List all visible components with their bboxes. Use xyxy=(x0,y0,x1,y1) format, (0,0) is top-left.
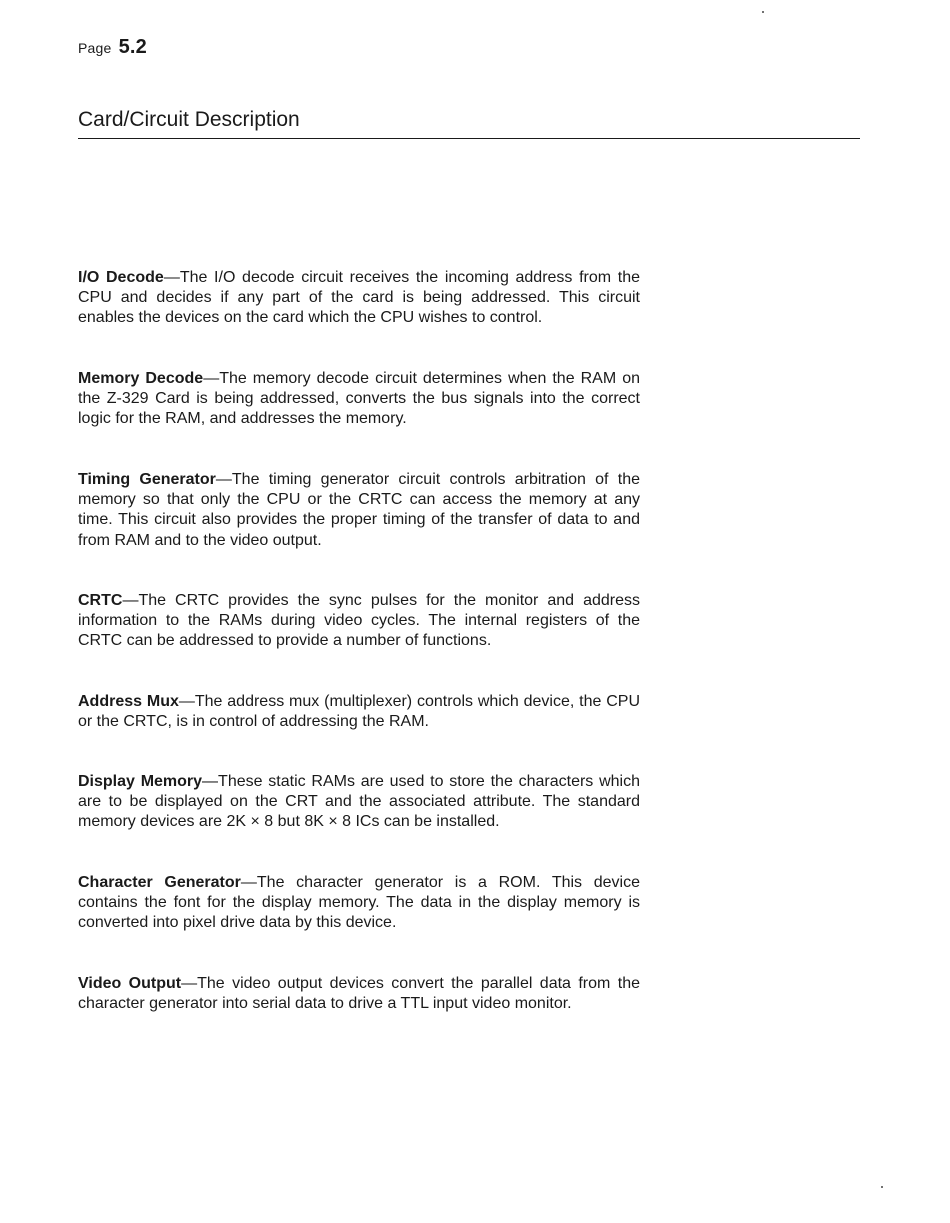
term-crtc: CRTC xyxy=(78,592,123,609)
description-text: —The timing generator circuit controls arbitration of the memory so that only the CPU or the CRTC can access the memory at any time. This circuit also provides the proper timing of the transfer of data to and from RAM and to the video output. xyxy=(78,471,641,549)
description-crtc xyxy=(78,591,640,652)
scan-speck xyxy=(762,11,764,13)
description-text: —The video output devices convert the parallel data from the character generator into serial data to drive a TTL input video monitor. xyxy=(78,975,640,1013)
page-number-value: 5.2 xyxy=(118,36,147,58)
description-text: —The memory decode circuit determines when the RAM on the Z-329 Card is being addressed, converts the bus signals into the correct logic for the RAM, and addresses the memory. xyxy=(78,370,641,428)
description-text: —The I/O decode circuit receives the incoming address from the CPU and decides if any part of the card is being addressed. This circuit enables the devices on the card which the CPU wishes to control. xyxy=(78,269,641,327)
description-text: —The character generator is a ROM. This device contains the font for the display memory. The data in the display memory is converted into pixel drive data by this device. xyxy=(78,874,640,932)
term-display-memory: Display Memory xyxy=(78,773,203,790)
description-memory-decode xyxy=(78,369,640,430)
description-video-output xyxy=(78,974,640,1014)
description-text: —The CRTC provides the sync pulses for the monitor and address information to the RAMs during video cycles. The internal registers of the CRTC can be addressed to provide a number of functions. xyxy=(78,592,640,650)
description-timing-generator xyxy=(78,470,640,551)
scan-speck xyxy=(881,1186,883,1188)
term-address-mux: Address Mux xyxy=(78,693,179,710)
description-address-mux xyxy=(78,692,640,732)
description-text: —The address mux (multiplexer) controls which device, the CPU or the CRTC, is in control of addressing the RAM. xyxy=(78,693,641,731)
page-number xyxy=(78,36,147,59)
description-text: —These static RAMs are used to store the characters which are to be displayed on the CRT and the associated attribute. The standard memory devices are 2K × 8 but 8K × 8 ICs can be installed. xyxy=(78,773,640,831)
description-character-generator xyxy=(78,873,640,934)
description-io-decode xyxy=(78,268,640,329)
section-title: Card/Circuit Description xyxy=(78,108,300,131)
term-video-output: Video Output xyxy=(78,975,182,992)
page-label: Page xyxy=(78,40,112,56)
term-io-decode: I/O Decode xyxy=(78,269,164,286)
term-memory-decode: Memory Decode xyxy=(78,370,204,387)
term-character-generator: Character Generator xyxy=(78,874,241,891)
description-display-memory xyxy=(78,772,640,833)
term-timing-generator: Timing Generator xyxy=(78,471,216,488)
title-rule xyxy=(78,138,860,139)
